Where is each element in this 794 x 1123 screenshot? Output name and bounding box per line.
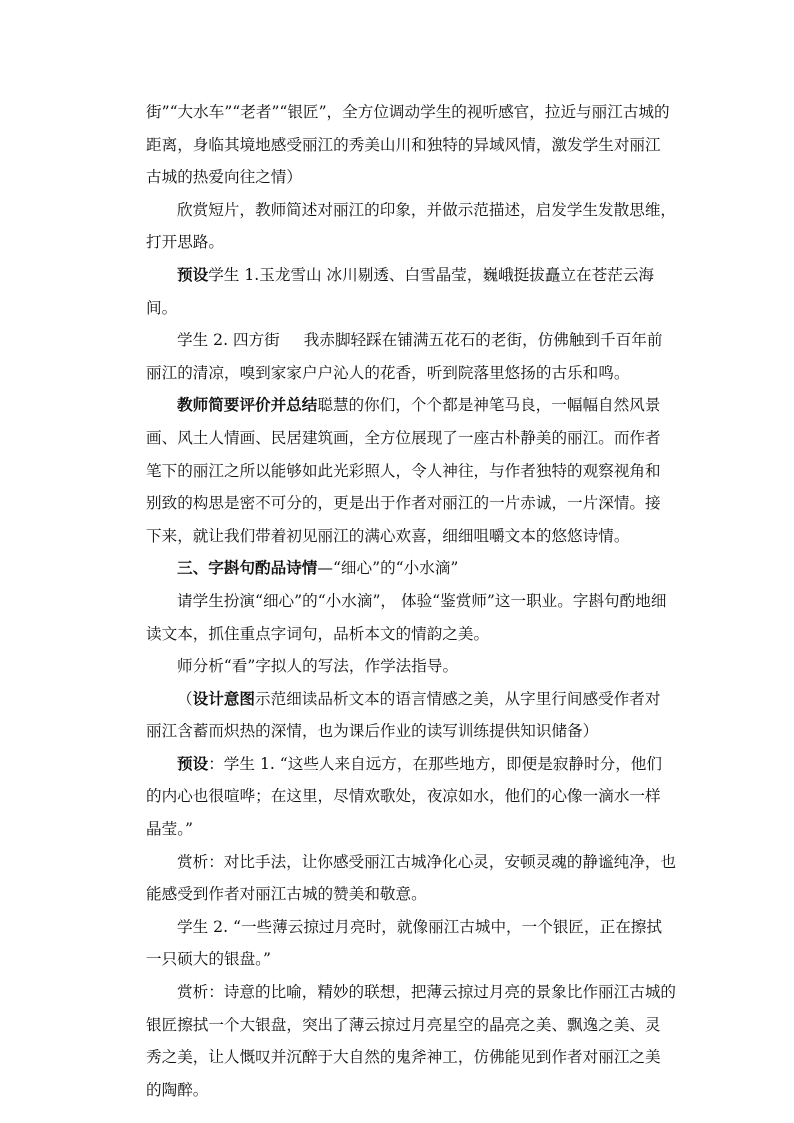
paragraph-teacher-summary: 教师简要评价并总结聪慧的你们，个个都是神笔马良，一幅幅自然风景画、风土人情画、民居建筑画，全方位展现了一座古朴静美的丽江。而作者笔下的丽江之所以能够如此光彩照人，令人神往，与作者独特的观察视角和别致的构思是密不可分的，更是出于作者对丽江的一片赤诚，一片深情。接下来，就让我们带着初见丽江的满心欢喜，细细咀嚼文本的悠悠诗情。 — [146, 395, 661, 545]
paragraph-student-2-sifang: 学生 2. 四方街 我赤脚轻踩在铺满五花石的老街，仿佛触到千百年前丽江的清凉，嗅到家家户户沁人的花香，听到院落里悠扬的古乐和鸣。 — [146, 331, 663, 382]
paragraph-intro-continuation: 街”“大水车”“老者”“银匠”，全方位调动学生的视听感官，拉近与丽江古城的距离，身临其境地感受丽江的秀美山川和独特的异域风情，激发学生对丽江古城的热爱向往之情） — [146, 103, 670, 187]
section-heading-label: 三、字斟句酌品诗情 — [177, 558, 318, 578]
paragraph-appreciate-video: 欣赏短片，教师简述对丽江的印象，并做示范描述，启发学生发散思维，打开思路。 — [146, 200, 677, 252]
paragraph-preset-quote-2: 学生 2. “一些薄云掠过月亮时，就像丽江古城中，一个银匠，正在擦拭一只硕大的银盘。” — [146, 917, 662, 969]
paragraph-preset-quote-1: 预设：学生 1. “这些人来自远方，在那些地方，即便是寂静时分，他们的内心也很喧哗；在这里，尽情欢歌处，夜凉如水，他们的心像一滴水一样晶莹。” — [146, 753, 662, 839]
preset-label: 预设 — [177, 753, 209, 773]
paragraph-preset-student-1: 预设学生 1.玉龙雪山 冰川剔透、白雪晶莹，巍峨挺拔矗立在苍茫云海间。 — [146, 264, 655, 317]
paragraph-roleplay: 请学生扮演“细心”的“小水滴”， 体验“鉴赏师”这一职业。字斟句酌地细读文本，抓住重点字词句，品析本文的情韵之美。 — [146, 591, 667, 643]
teacher-summary-label: 教师简要评价并总结 — [177, 395, 318, 415]
paragraph-design-intent: （设计意图示范细读品析文本的语言情感之美，从字里行间感受作者对丽江含蓄而炽热的深情，也为课后作业的读写训练提供知识储备） — [146, 688, 661, 741]
paragraph-analysis-1: 赏析：对比手法，让你感受丽江古城净化心灵，安顿灵魂的静谧纯净，也能感受到作者对丽江古城的赞美和敬意。 — [146, 852, 677, 904]
paragraph-teacher-analysis: 师分析“看”字拟人的写法，作学法指导。 — [177, 657, 459, 676]
section-heading-3: 三、字斟句酌品诗情—“细心”的“小水滴” — [177, 558, 459, 578]
design-intent-label: 设计意图 — [192, 688, 255, 708]
preset-label: 预设 — [177, 264, 209, 284]
paragraph-analysis-2: 赏析：诗意的比喻，精妙的联想，把薄云掠过月亮的景象比作丽江古城的银匠擦拭一个大银盘，突出了薄云掠过月亮星空的晶亮之美、飘逸之美、灵秀之美，让人慨叹并沉醉于大自然的鬼斧神工，仿佛能见到作者对丽江之美的陶醉。 — [146, 983, 677, 1099]
document-body — [146, 96, 676, 1106]
